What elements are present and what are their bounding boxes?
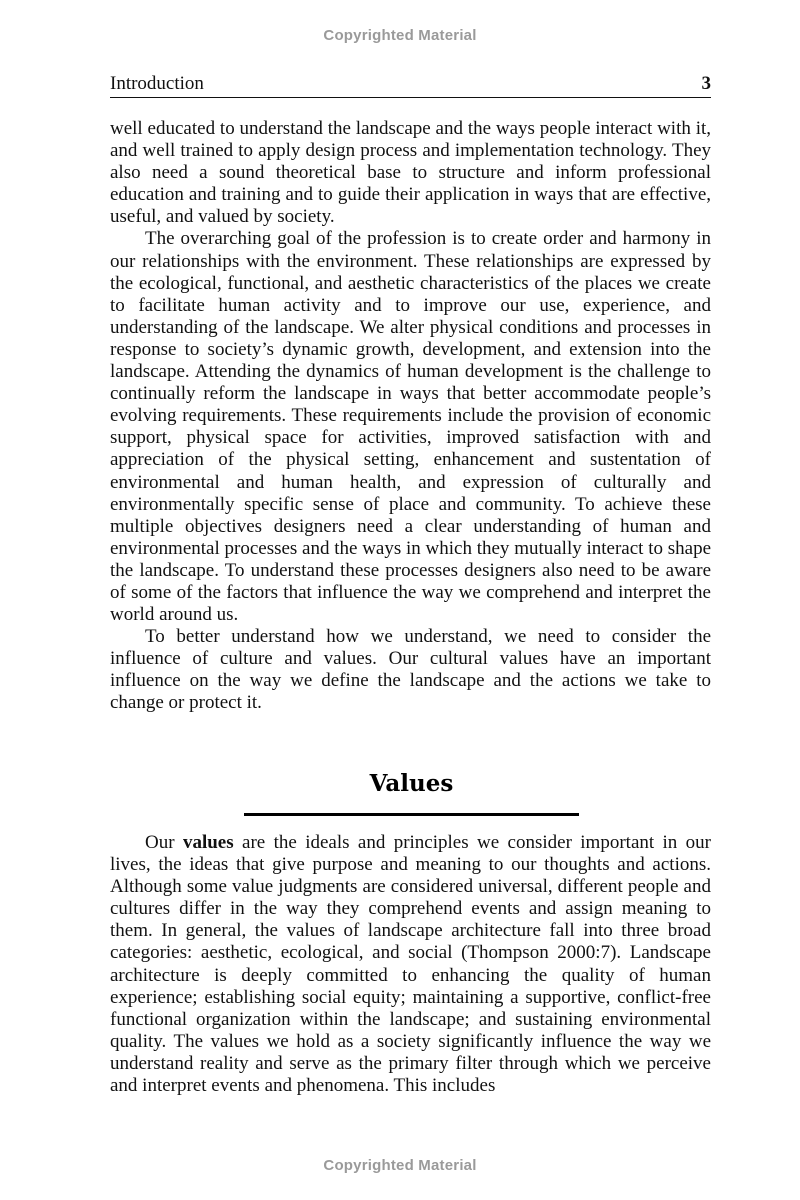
running-head <box>110 73 711 98</box>
body-text-top <box>110 118 711 715</box>
copyright-watermark-bottom: Copyrighted Material <box>323 1157 477 1174</box>
copyright-watermark-top: Copyrighted Material <box>323 27 477 44</box>
paragraph-values <box>110 832 711 1097</box>
body-text-values <box>110 832 711 1097</box>
section-heading: Values <box>369 770 454 797</box>
section-rule <box>244 813 579 816</box>
page-number: 3 <box>701 73 711 94</box>
paragraph-culture: To better understand how we understand, we need to consider the influence of culture and values. Our cultural values have an important influence on the way we define the landscape and the actions we take to change or protect it. <box>110 626 711 714</box>
paragraph-rest: are the ideals and principles we consider important in our lives, the ideas that give purpose and meaning to our thoughts and actions. Although some value judgments are considered universal, different people and cultures differ in the way they comprehend events and assign meaning to them. In general, the values of landscape architecture fall into three broad categories: aesthetic, ecological, and social (Thompson 2000:7). Landscape architecture is deeply committed to enhancing the quality of human experience; establishing social equity; maintaining a supportive, conflict-free functional organization within the landscape; and sustaining environmental quality. The values we hold as a society significantly influence the way we understand reality and serve as the primary filter through which we perceive and interpret events and phenomena. This includes <box>110 832 712 1097</box>
paragraph-lead: Our <box>145 832 175 853</box>
term-values: values <box>182 832 234 853</box>
paragraph-goal: The overarching goal of the profession is to create order and harmony in our relationships with the environment. These relationships are expressed by the ecological, functional, and aesthetic characteristics of the places we create to facilitate human activity and to improve our use, experience, and understanding of the landscape. We alter physical conditions and processes in response to society’s dynamic growth, development, and extension into the landscape. Attending the dynamics of human development is the challenge to continually reform the landscape in ways that better accommodate people’s evolving requirements. These requirements include the provision of economic support, physical space for activities, improved satisfaction with and appreciation of the physical setting, enhancement and sustentation of environmental and human health, and expression of culturally and environmentally specific sense of place and community. To achieve these multiple objectives designers need a clear understanding of human and environmental processes and the ways in which they mutually interact to shape the landscape. To understand these processes designers also need to be aware of some of the factors that influence the way we comprehend and interpret the world around us. <box>110 228 711 626</box>
running-head-title: Introduction <box>110 73 204 94</box>
paragraph-continued: well educated to understand the landscape and the ways people interact with it, and well trained to apply design process and implementation technology. They also need a sound theoretical base to structure and inform professional education and training and to guide their application in ways that are effective, useful, and valued by society. <box>110 118 711 228</box>
